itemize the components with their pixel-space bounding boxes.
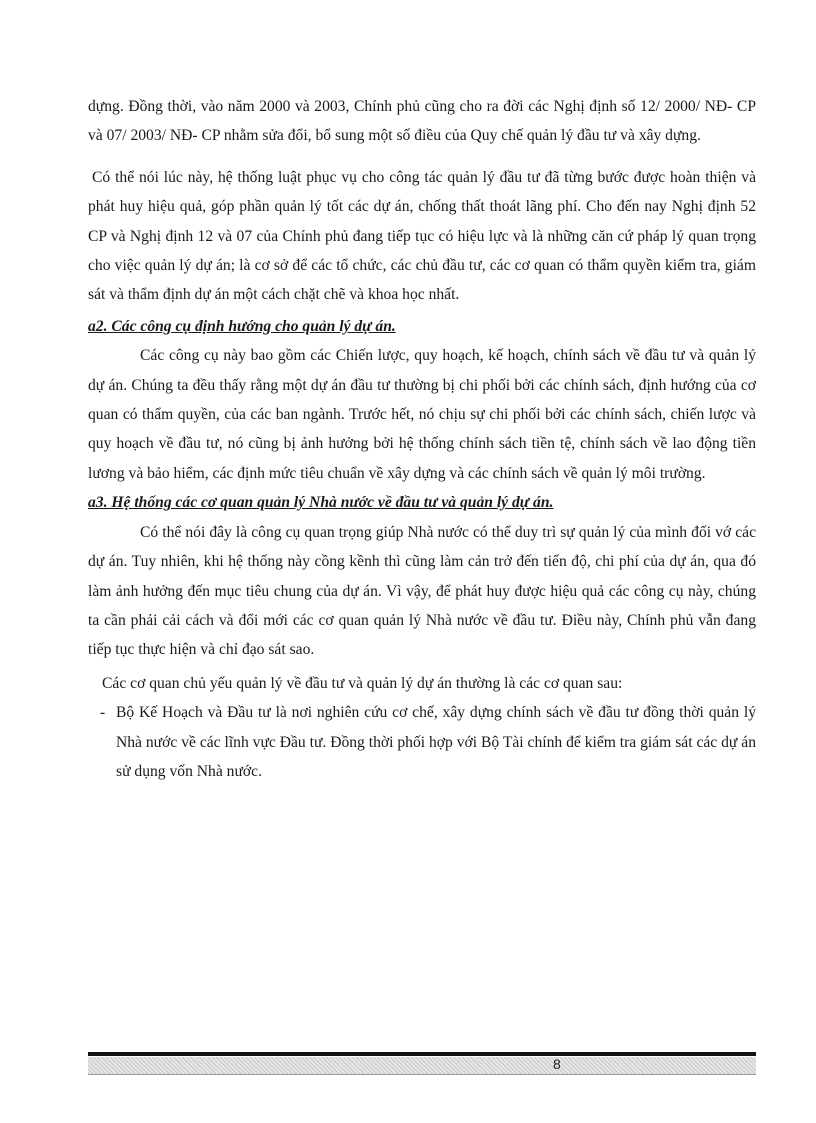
footer-band [88, 1057, 756, 1075]
paragraph-2: Có thể nói lúc này, hệ thống luật phục vụ cho công tác quản lý đầu tư đã từng bước được hoàn thiện và phát huy hiệu quả, góp phần quản lý tốt các dự án, chống thất thoát lãng phí. Cho đến nay Nghị định 52 CP và Nghị định 12 và 07 của Chính phủ đang tiếp tục có hiệu lực và là những căn cứ pháp lý quan trọng cho việc quản lý dự án; là cơ sở để các tổ chức, các chủ đầu tư, các cơ quan có thẩm quyền kiểm tra, giám sát và thẩm định dự án một cách chặt chẽ và khoa học nhất. [88, 168, 756, 304]
paragraph-1: dựng. Đồng thời, vào năm 2000 và 2003, Chính phủ cũng cho ra đời các Nghị định số 12/ 2000/ NĐ- CP và 07/ 2003/ NĐ- CP nhằm sửa đổi, bổ sung một số điều của Quy chế quản lý đầu tư và xây dựng. [88, 98, 756, 145]
footer-rule [88, 1052, 756, 1056]
paragraph-3: Các công cụ này bao gồm các Chiến lược, quy hoạch, kế hoạch, chính sách về đầu tư và quản lý dự án. Chúng ta đều thấy rằng một dự án đầu tư thường bị chi phối bởi các chính sách, định hướng của cơ quan có thẩm quyền, của các ban ngành. Trước hết, nó chịu sự chi phối bởi các chính sách, chiến lược và quy hoạch về đầu tư, nó cũng bị ảnh hưởng bởi hệ thống chính sách tiền tệ, chính sách về lao động tiền lương và bảo hiểm, các định mức tiêu chuẩn về xây dựng và các chính sách về quản lý môi trường. [88, 347, 756, 482]
page-number: 8 [553, 1056, 561, 1072]
list-item [88, 698, 756, 786]
paragraph-5: Các cơ quan chủ yếu quản lý về đầu tư và quản lý dự án thường là các cơ quan sau: [102, 674, 623, 692]
list-item-text: Bộ Kế Hoạch và Đầu tư là nơi nghiên cứu cơ chế, xây dựng chính sách về đầu tư đồng thời quản lý Nhà nước về các lĩnh vực Đầu tư. Đồng thời phối hợp với Bộ Tài chính để kiểm tra giám sát các dự án sử dụng vốn Nhà nước. [116, 704, 756, 780]
section-heading-a3: a3. Hệ thống các cơ quan quản lý Nhà nước về đầu tư và quản lý dự án. [88, 494, 554, 512]
section-heading-a2: a2. Các công cụ định hướng cho quản lý dự án. [88, 317, 396, 335]
paragraph-4: Có thể nói đây là công cụ quan trọng giúp Nhà nước có thể duy trì sự quản lý của mình đối vớ các dự án. Tuy nhiên, khi hệ thống này cồng kềnh thì cũng làm cản trở đến tiến độ, chi phí của dự án, qua đó làm ảnh hưởng đến mục tiêu chung của dự án. Vì vậy, để phát huy được hiệu quả các công cụ này, chúng ta cần phải cải cách và đổi mới các cơ quan quản lý Nhà nước về đầu tư. Điều này, Chính phủ vẫn đang tiếp tục thực hiện và chỉ đạo sát sao. [88, 523, 756, 659]
document-page [88, 92, 756, 786]
bullet-marker: - [100, 704, 106, 722]
